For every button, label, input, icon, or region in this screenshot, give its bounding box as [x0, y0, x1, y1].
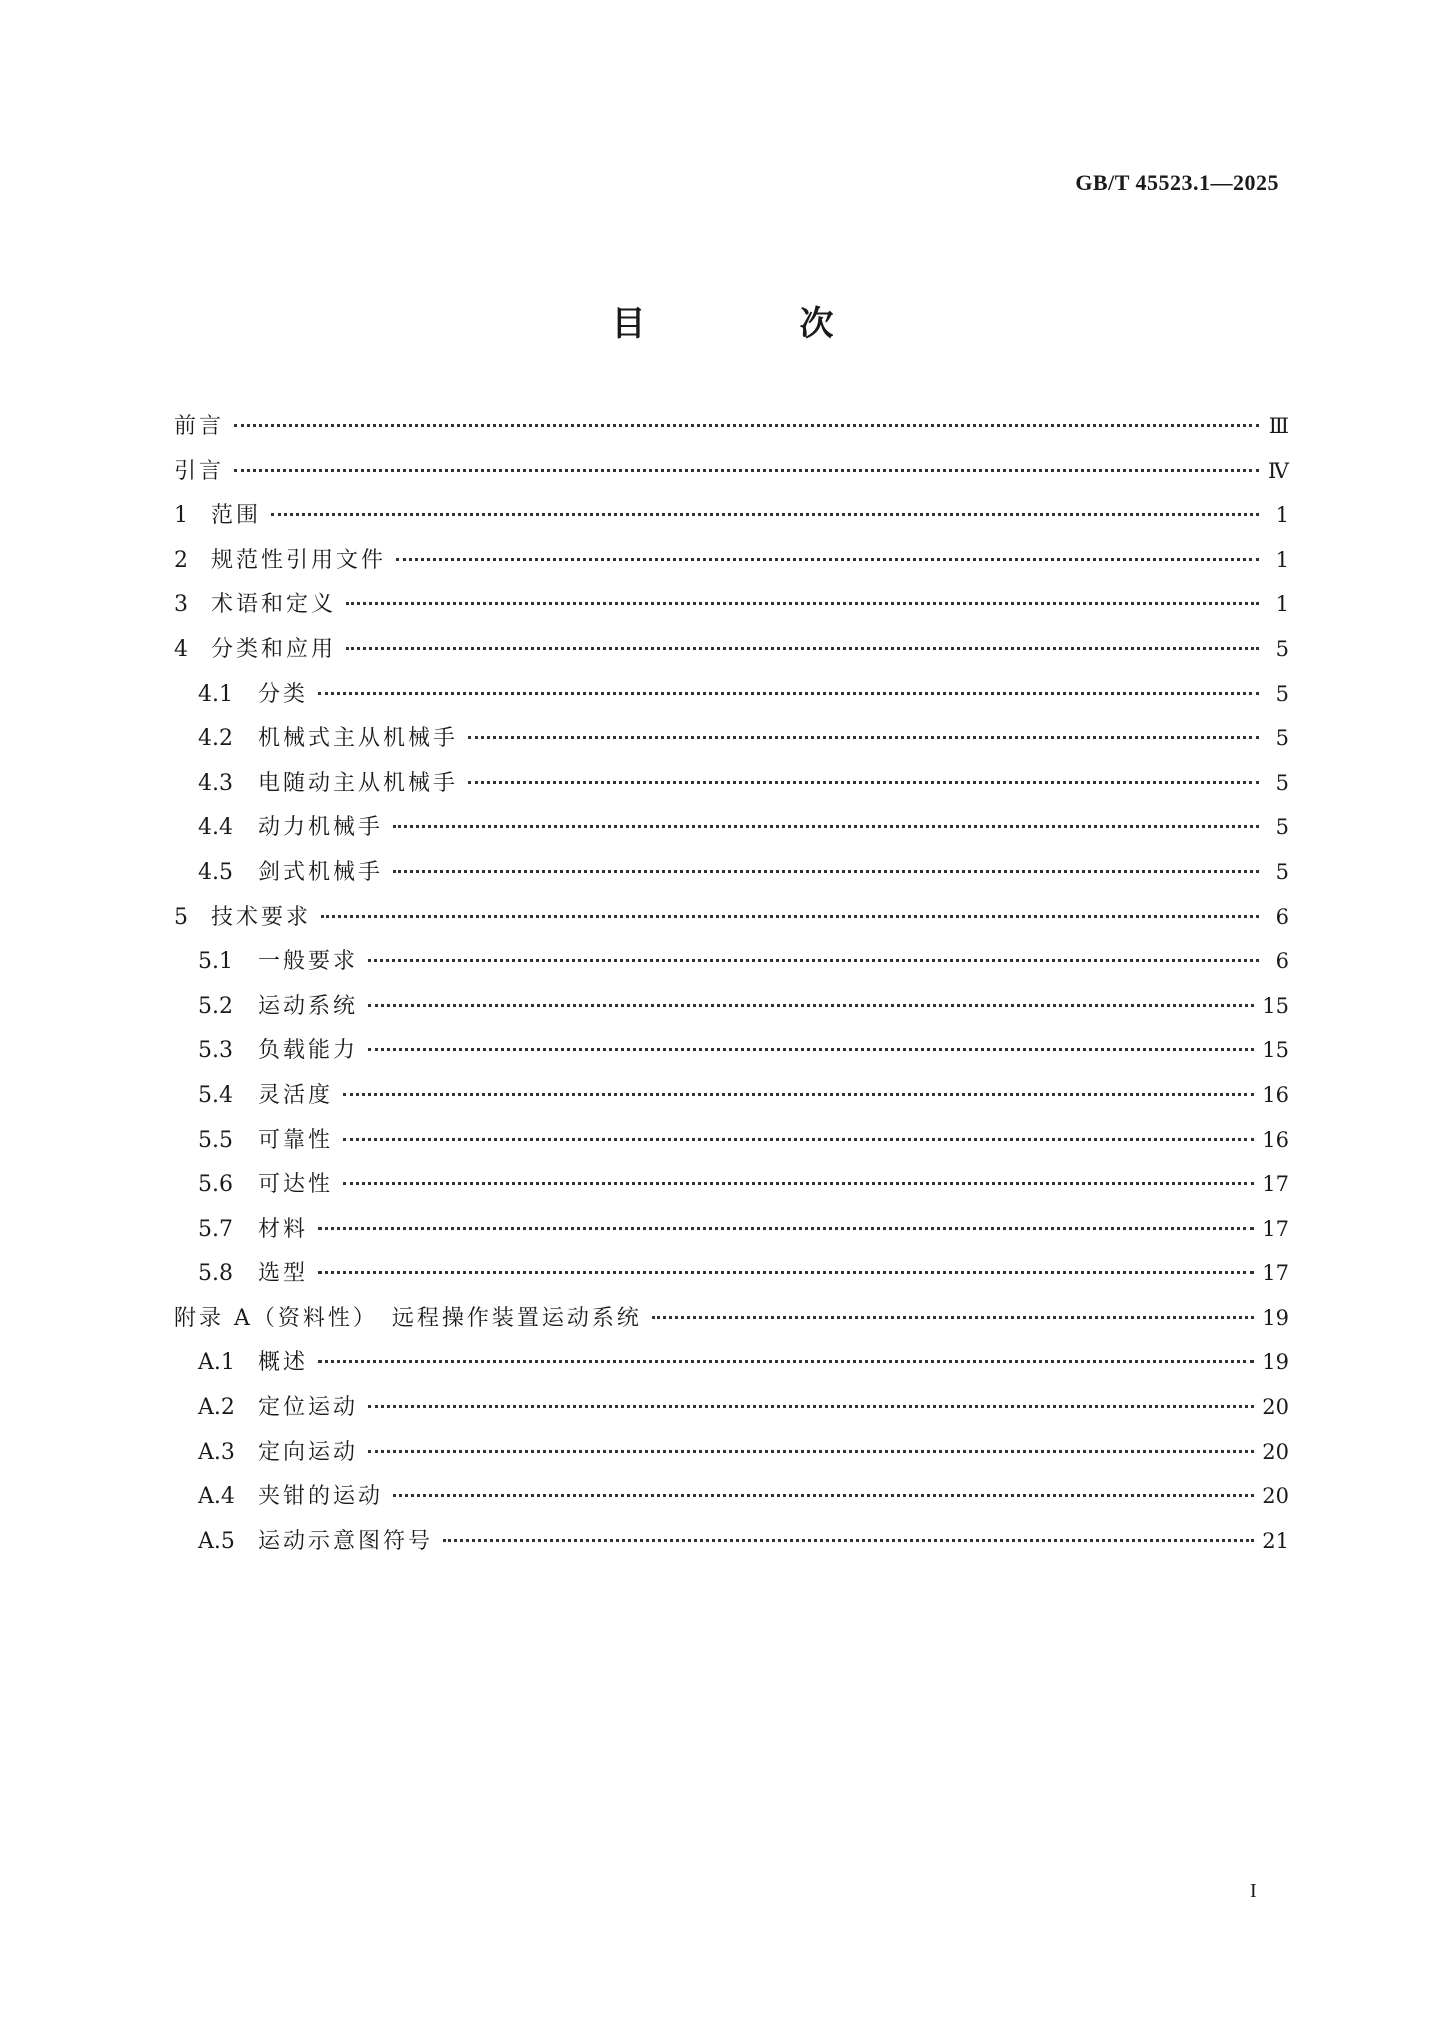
toc-entry-label: 负载能力	[258, 1038, 359, 1064]
toc-entry[interactable]	[174, 1345, 1289, 1390]
toc-entry[interactable]	[174, 1167, 1289, 1212]
toc-leader-dots	[346, 647, 1259, 650]
toc-entry[interactable]	[174, 587, 1289, 632]
toc-leader-dots	[443, 1539, 1254, 1542]
toc-entry-number: A.3	[198, 1439, 235, 1465]
toc-entry-label: 剑式机械手	[258, 859, 384, 885]
toc-entry-page: 20	[1262, 1484, 1289, 1509]
toc-entry-number: 4.3	[198, 770, 233, 796]
toc-entry[interactable]	[174, 900, 1289, 945]
toc-leader-dots	[318, 1227, 1254, 1230]
table-of-contents	[174, 409, 1289, 1568]
toc-entry-page: 1	[1275, 547, 1289, 572]
toc-entry-label: 技术要求	[211, 904, 312, 930]
toc-entry-page: 5	[1275, 770, 1289, 795]
toc-entry-number: A.2	[198, 1395, 235, 1421]
toc-entry[interactable]	[174, 1435, 1289, 1480]
toc-entry-number: 5.1	[198, 949, 233, 975]
toc-entry[interactable]	[174, 721, 1289, 766]
toc-entry-page: Ⅲ	[1268, 414, 1289, 438]
toc-leader-dots	[343, 1138, 1254, 1141]
toc-entry[interactable]	[174, 632, 1289, 677]
toc-entry[interactable]	[174, 1256, 1289, 1301]
toc-entry[interactable]	[174, 989, 1289, 1034]
toc-entry-number: 5.7	[198, 1216, 233, 1242]
toc-entry-page: 20	[1262, 1439, 1289, 1464]
toc-entry-label: 选型	[258, 1261, 309, 1287]
toc-entry-label: 夹钳的运动	[258, 1484, 384, 1510]
toc-leader-dots	[346, 602, 1259, 605]
toc-entry-label: 动力机械手	[258, 815, 384, 841]
toc-entry-label: 定位运动	[258, 1395, 359, 1421]
toc-entry-page: 5	[1275, 681, 1289, 706]
toc-entry-number: A.4	[198, 1484, 235, 1510]
toc-entry-page: 5	[1275, 636, 1289, 661]
toc-leader-dots	[368, 1450, 1254, 1453]
toc-entry[interactable]	[174, 855, 1289, 900]
toc-entry[interactable]	[174, 944, 1289, 989]
toc-leader-dots	[321, 915, 1259, 918]
toc-leader-dots	[368, 1405, 1254, 1408]
toc-entry[interactable]	[174, 1524, 1289, 1569]
toc-entry-page: 16	[1262, 1082, 1289, 1107]
toc-entry-label: 前言	[174, 414, 225, 439]
toc-leader-dots	[368, 959, 1259, 962]
toc-entry-page: 16	[1262, 1127, 1289, 1152]
toc-leader-dots	[652, 1316, 1254, 1319]
toc-entry-number: 4.4	[198, 815, 233, 841]
toc-entry-number: 4.1	[198, 681, 233, 707]
toc-entry-number: 4.5	[198, 859, 233, 885]
toc-entry[interactable]	[174, 454, 1289, 499]
toc-leader-dots	[234, 424, 1259, 427]
toc-entry-page: 19	[1262, 1305, 1289, 1330]
toc-leader-dots	[468, 736, 1259, 739]
toc-entry-page: 15	[1262, 1038, 1289, 1063]
page-title: 目 次	[611, 304, 894, 344]
toc-leader-dots	[271, 513, 1259, 516]
toc-entry-label: 电随动主从机械手	[258, 770, 459, 796]
toc-entry[interactable]	[174, 1212, 1289, 1257]
toc-leader-dots	[393, 825, 1259, 828]
toc-entry[interactable]	[174, 1033, 1289, 1078]
toc-leader-dots	[343, 1093, 1254, 1096]
toc-entry-label: 规范性引用文件	[211, 547, 387, 573]
toc-entry-number: 5.5	[198, 1127, 233, 1153]
toc-entry-number: A.5	[198, 1528, 235, 1554]
toc-entry-page: 21	[1262, 1528, 1289, 1553]
document-code: GB/T 45523.1—2025	[1075, 170, 1279, 195]
toc-entry-number: 5.8	[198, 1261, 233, 1287]
toc-entry[interactable]	[174, 1123, 1289, 1168]
toc-entry-number: 5	[174, 904, 188, 930]
toc-entry-page: 5	[1275, 726, 1289, 751]
toc-leader-dots	[318, 692, 1259, 695]
toc-entry-label: 范围	[211, 503, 262, 529]
toc-entry-label: 灵活度	[258, 1082, 334, 1108]
toc-entry-page: 5	[1275, 815, 1289, 840]
toc-entry-number: 5.2	[198, 993, 233, 1019]
toc-entry-label: 可达性	[258, 1172, 334, 1198]
toc-entry-number: 5.6	[198, 1172, 233, 1198]
toc-entry-page: 17	[1262, 1172, 1289, 1197]
toc-entry-number: 1	[174, 503, 188, 529]
toc-entry-page: 6	[1275, 949, 1289, 974]
toc-leader-dots	[393, 870, 1259, 873]
toc-entry-number: A.1	[198, 1350, 235, 1376]
toc-entry-page: 17	[1262, 1216, 1289, 1241]
toc-entry-page: 17	[1262, 1261, 1289, 1286]
toc-leader-dots	[396, 558, 1259, 561]
toc-entry[interactable]	[174, 498, 1289, 543]
toc-entry-label: 附录 A（资料性） 远程操作装置运动系统	[174, 1305, 642, 1331]
toc-entry-label: 可靠性	[258, 1127, 334, 1153]
toc-entry-label: 一般要求	[258, 949, 359, 975]
toc-entry[interactable]	[174, 766, 1289, 811]
toc-leader-dots	[318, 1360, 1254, 1363]
toc-entry-page: 15	[1262, 993, 1289, 1018]
toc-entry[interactable]	[174, 543, 1289, 588]
toc-entry-number: 3	[174, 592, 188, 618]
toc-leader-dots	[318, 1271, 1254, 1274]
toc-entry-page: 19	[1262, 1350, 1289, 1375]
toc-entry-label: 引言	[174, 458, 225, 484]
toc-entry-number: 4	[174, 636, 188, 662]
toc-entry[interactable]	[174, 1078, 1289, 1123]
toc-entry-page: 20	[1262, 1395, 1289, 1420]
toc-leader-dots	[368, 1004, 1254, 1007]
toc-entry[interactable]	[174, 1390, 1289, 1435]
toc-entry-number: 5.3	[198, 1038, 233, 1064]
toc-leader-dots	[468, 781, 1259, 784]
toc-entry-number: 4.2	[198, 726, 233, 752]
toc-entry-page: 5	[1275, 859, 1289, 884]
toc-leader-dots	[368, 1048, 1254, 1051]
toc-leader-dots	[393, 1494, 1254, 1497]
toc-entry[interactable]	[174, 1301, 1289, 1346]
toc-entry-number: 5.4	[198, 1082, 233, 1108]
toc-entry-page: Ⅳ	[1268, 458, 1289, 483]
toc-entry[interactable]	[174, 409, 1289, 454]
toc-entry-page: 1	[1275, 592, 1289, 617]
toc-entry-page: 6	[1275, 904, 1289, 929]
toc-entry-label: 机械式主从机械手	[258, 726, 459, 752]
toc-entry-label: 分类	[258, 681, 309, 707]
footer-page-number: I	[1250, 1880, 1257, 1902]
toc-entry-number: 2	[174, 547, 188, 573]
toc-leader-dots	[343, 1182, 1254, 1185]
toc-entry[interactable]	[174, 1479, 1289, 1524]
toc-entry-label: 分类和应用	[211, 636, 337, 662]
toc-entry-label: 运动示意图符号	[258, 1528, 434, 1554]
toc-entry-label: 定向运动	[258, 1439, 359, 1465]
toc-entry-page: 1	[1275, 503, 1289, 528]
toc-entry-label: 概述	[258, 1350, 309, 1376]
toc-entry[interactable]	[174, 677, 1289, 722]
toc-entry-label: 运动系统	[258, 993, 359, 1019]
toc-entry[interactable]	[174, 810, 1289, 855]
toc-leader-dots	[234, 469, 1259, 472]
toc-entry-label: 术语和定义	[211, 592, 337, 618]
toc-entry-label: 材料	[258, 1216, 309, 1242]
